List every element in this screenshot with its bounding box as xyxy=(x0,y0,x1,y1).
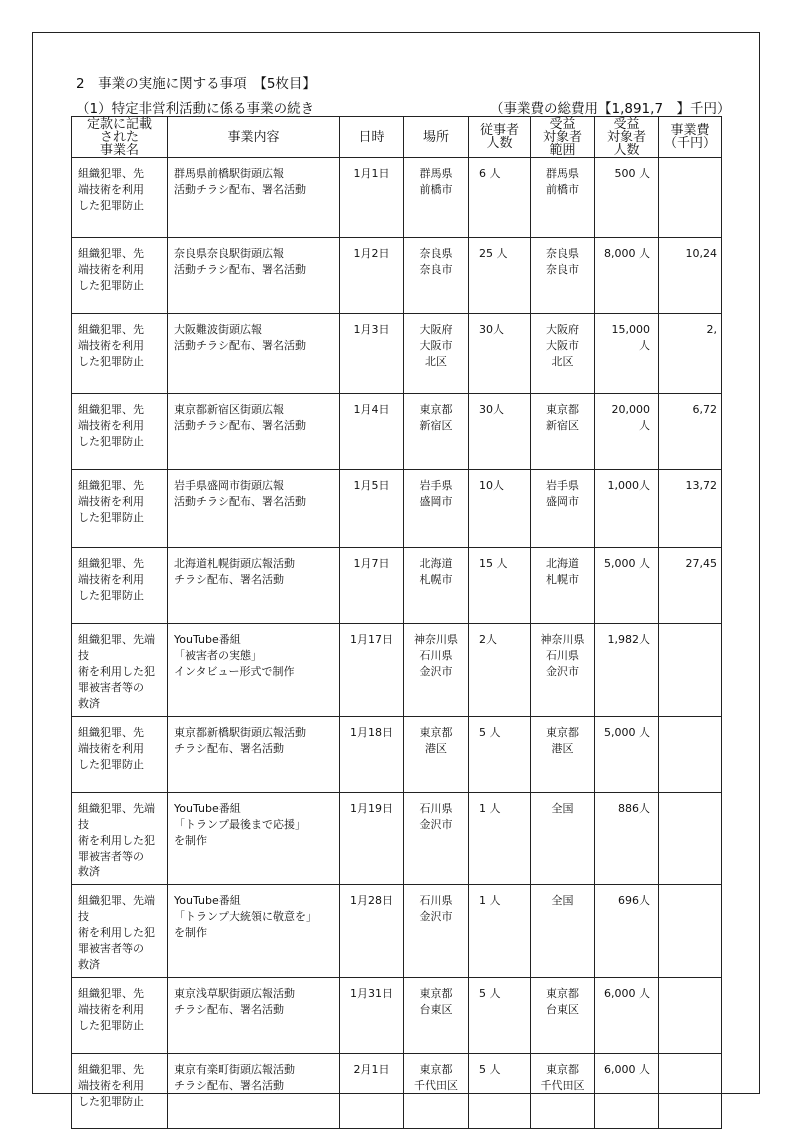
table-row xyxy=(72,314,722,394)
cell-range: 東京都 千代田区 xyxy=(531,1054,595,1129)
header-content: 事業内容 xyxy=(168,117,340,158)
table-row xyxy=(72,716,722,792)
cell-date: 1月1日 xyxy=(340,158,404,238)
cell-count: 5,000 人 xyxy=(595,716,659,792)
cell-place: 東京都 新宿区 xyxy=(404,394,469,470)
cell-staff: 1 人 xyxy=(469,792,531,885)
cell-count: 8,000 人 xyxy=(595,238,659,314)
table-row xyxy=(72,238,722,314)
cell-date: 1月7日 xyxy=(340,548,404,624)
cell-place: 岩手県 盛岡市 xyxy=(404,470,469,548)
cell-range: 大阪府 大阪市 北区 xyxy=(531,314,595,394)
cell-place: 東京都 台東区 xyxy=(404,978,469,1054)
cell-range: 東京都 台東区 xyxy=(531,978,595,1054)
cell-staff: 25 人 xyxy=(469,238,531,314)
header-staff xyxy=(469,117,531,158)
cell-cost xyxy=(659,1054,722,1129)
cell-cost: 27,45 xyxy=(659,548,722,624)
cell-range: 東京都 港区 xyxy=(531,716,595,792)
cell-cost xyxy=(659,792,722,885)
cell-range: 神奈川県 石川県 金沢市 xyxy=(531,624,595,717)
header-purpose-label: 定款に記載 された 事業名 xyxy=(86,116,152,158)
header-place: 場所 xyxy=(404,117,469,158)
cell-staff: 5 人 xyxy=(469,978,531,1054)
cell-date: 2月1日 xyxy=(340,1054,404,1129)
cell-count: 5,000 人 xyxy=(595,548,659,624)
cell-purpose: 組織犯罪、先端技 術を利用した犯 罪被害者等の 救済 xyxy=(72,792,168,885)
cell-date: 1月18日 xyxy=(340,716,404,792)
cell-date: 1月2日 xyxy=(340,238,404,314)
cell-place: 北海道 札幌市 xyxy=(404,548,469,624)
table-body xyxy=(72,158,722,1129)
cell-staff: 5 人 xyxy=(469,1054,531,1129)
cell-cost xyxy=(659,885,722,978)
cell-content: 大阪難波街頭広報 活動チラシ配布、署名活動 xyxy=(168,314,340,394)
cell-place: 東京都 港区 xyxy=(404,716,469,792)
cell-purpose: 組織犯罪、先 端技術を利用 した犯罪防止 xyxy=(72,158,168,238)
table-row xyxy=(72,548,722,624)
section-heading: 2 事業の実施に関する事項 【5枚目】 xyxy=(76,76,316,92)
subsection-heading: （1）特定非営利活動に係る事業の続き xyxy=(76,101,315,117)
table-row xyxy=(72,1054,722,1129)
cell-purpose: 組織犯罪、先 端技術を利用 した犯罪防止 xyxy=(72,470,168,548)
cell-purpose: 組織犯罪、先 端技術を利用 した犯罪防止 xyxy=(72,1054,168,1129)
cell-purpose: 組織犯罪、先端技 術を利用した犯 罪被害者等の 救済 xyxy=(72,885,168,978)
cell-count: 1,982人 xyxy=(595,624,659,717)
cell-staff: 5 人 xyxy=(469,716,531,792)
cell-purpose: 組織犯罪、先 端技術を利用 した犯罪防止 xyxy=(72,314,168,394)
table-row xyxy=(72,158,722,238)
cell-cost xyxy=(659,716,722,792)
cell-place: 大阪府 大阪市 北区 xyxy=(404,314,469,394)
cell-staff: 1 人 xyxy=(469,885,531,978)
cell-cost xyxy=(659,158,722,238)
cell-content: 東京都新宿区街頭広報 活動チラシ配布、署名活動 xyxy=(168,394,340,470)
cell-range: 群馬県 前橋市 xyxy=(531,158,595,238)
cell-count: 20,000人 xyxy=(595,394,659,470)
cell-date: 1月17日 xyxy=(340,624,404,717)
table-row xyxy=(72,885,722,978)
cell-range: 岩手県 盛岡市 xyxy=(531,470,595,548)
cell-count: 1,000人 xyxy=(595,470,659,548)
table-row xyxy=(72,470,722,548)
cell-count: 15,000人 xyxy=(595,314,659,394)
cell-purpose: 組織犯罪、先 端技術を利用 した犯罪防止 xyxy=(72,548,168,624)
cell-purpose: 組織犯罪、先 端技術を利用 した犯罪防止 xyxy=(72,394,168,470)
cell-purpose: 組織犯罪、先 端技術を利用 した犯罪防止 xyxy=(72,978,168,1054)
header-range xyxy=(531,117,595,158)
cell-staff: 30人 xyxy=(469,394,531,470)
cell-date: 1月28日 xyxy=(340,885,404,978)
cell-purpose: 組織犯罪、先 端技術を利用 した犯罪防止 xyxy=(72,716,168,792)
cell-content: 岩手県盛岡市街頭広報 活動チラシ配布、署名活動 xyxy=(168,470,340,548)
cell-place: 奈良県 奈良市 xyxy=(404,238,469,314)
cell-date: 1月4日 xyxy=(340,394,404,470)
header-date: 日時 xyxy=(340,117,404,158)
cell-staff: 15 人 xyxy=(469,548,531,624)
cell-content: 群馬県前橋駅街頭広報 活動チラシ配布、署名活動 xyxy=(168,158,340,238)
cell-range: 北海道 札幌市 xyxy=(531,548,595,624)
cell-staff: 30人 xyxy=(469,314,531,394)
cell-date: 1月5日 xyxy=(340,470,404,548)
cell-purpose: 組織犯罪、先端技 術を利用した犯 罪被害者等の 救済 xyxy=(72,624,168,717)
cell-range: 奈良県 奈良市 xyxy=(531,238,595,314)
cell-place: 群馬県 前橋市 xyxy=(404,158,469,238)
cell-count: 886人 xyxy=(595,792,659,885)
cell-staff: 10人 xyxy=(469,470,531,548)
cell-content: 東京有楽町街頭広報活動 チラシ配布、署名活動 xyxy=(168,1054,340,1129)
cell-date: 1月31日 xyxy=(340,978,404,1054)
cell-place: 東京都 千代田区 xyxy=(404,1054,469,1129)
cell-count: 6,000 人 xyxy=(595,1054,659,1129)
cell-staff: 2人 xyxy=(469,624,531,717)
cell-content: YouTube番組 「トランプ大統領に敬意を」 を制作 xyxy=(168,885,340,978)
header-cost-label: 事業費 （千円） xyxy=(663,123,716,151)
cell-date: 1月3日 xyxy=(340,314,404,394)
header-count-label: 受益 対象者 人数 xyxy=(606,116,646,158)
cell-content: YouTube番組 「トランプ最後まで応援」 を制作 xyxy=(168,792,340,885)
table-row xyxy=(72,394,722,470)
header-staff-label: 従事者 人数 xyxy=(479,123,519,151)
table-row xyxy=(72,624,722,717)
total-cost-label: （事業費の総費用【1,891,7 】千円） xyxy=(490,101,731,117)
table-row xyxy=(72,792,722,885)
cell-content: 東京浅草駅街頭広報活動 チラシ配布、署名活動 xyxy=(168,978,340,1054)
cell-cost xyxy=(659,978,722,1054)
cell-cost: 6,72 xyxy=(659,394,722,470)
cell-range: 全国 xyxy=(531,792,595,885)
cell-range: 全国 xyxy=(531,885,595,978)
table-row xyxy=(72,978,722,1054)
header-row xyxy=(72,117,722,158)
cell-cost: 10,24 xyxy=(659,238,722,314)
cell-purpose: 組織犯罪、先 端技術を利用 した犯罪防止 xyxy=(72,238,168,314)
cell-place: 石川県 金沢市 xyxy=(404,885,469,978)
cell-content: YouTube番組 「被害者の実態」 インタビュー形式で制作 xyxy=(168,624,340,717)
cell-staff: 6 人 xyxy=(469,158,531,238)
cell-cost: 13,72 xyxy=(659,470,722,548)
header-count xyxy=(595,117,659,158)
cell-range: 東京都 新宿区 xyxy=(531,394,595,470)
cell-content: 奈良県奈良駅街頭広報 活動チラシ配布、署名活動 xyxy=(168,238,340,314)
cell-date: 1月19日 xyxy=(340,792,404,885)
header-range-label: 受益 対象者 範囲 xyxy=(542,116,582,158)
cell-content: 北海道札幌街頭広報活動 チラシ配布、署名活動 xyxy=(168,548,340,624)
cell-count: 6,000 人 xyxy=(595,978,659,1054)
cell-count: 500 人 xyxy=(595,158,659,238)
activity-table xyxy=(71,116,722,1129)
cell-place: 石川県 金沢市 xyxy=(404,792,469,885)
cell-cost: 2, xyxy=(659,314,722,394)
cell-place: 神奈川県 石川県 金沢市 xyxy=(404,624,469,717)
cell-count: 696人 xyxy=(595,885,659,978)
cell-cost xyxy=(659,624,722,717)
header-purpose xyxy=(72,117,168,158)
cell-content: 東京都新橋駅街頭広報活動 チラシ配布、署名活動 xyxy=(168,716,340,792)
header-cost xyxy=(659,117,722,158)
